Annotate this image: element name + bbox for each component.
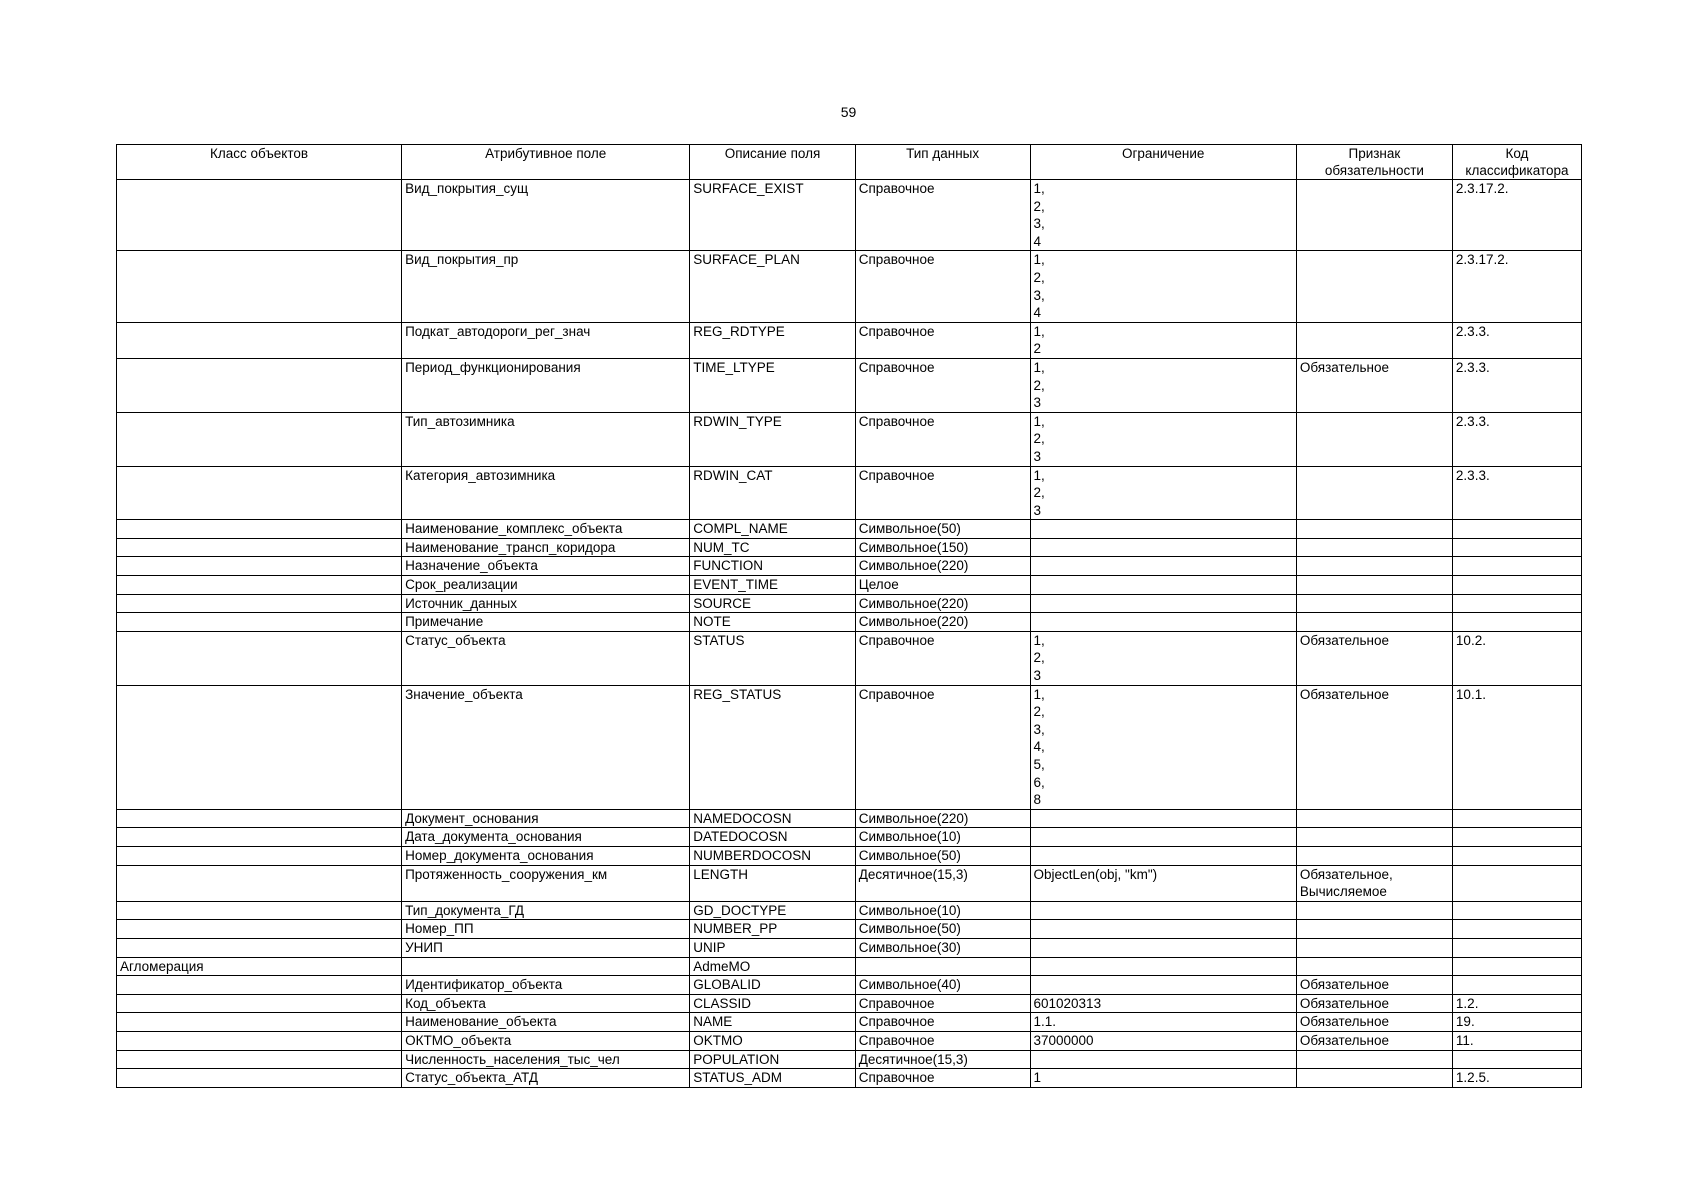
cell-restriction: 1 xyxy=(1030,1069,1296,1088)
cell-restriction: 1, 2, 3, 4 xyxy=(1030,180,1296,251)
cell-object-class xyxy=(117,1031,402,1050)
cell-mandatory-flag xyxy=(1296,412,1452,466)
cell-restriction xyxy=(1030,976,1296,995)
cell-data-type: Справочное xyxy=(855,180,1030,251)
cell-data-type: Справочное xyxy=(855,358,1030,412)
table-row xyxy=(117,994,1582,1013)
cell-attribute-field: Протяженность_сооружения_км xyxy=(402,865,690,901)
cell-field-description: NUMBER_PP xyxy=(690,920,855,939)
cell-object-class xyxy=(117,180,402,251)
header-attribute-field: Атрибутивное поле xyxy=(402,145,690,180)
cell-data-type: Десятичное(15,3) xyxy=(855,865,1030,901)
cell-mandatory-flag xyxy=(1296,251,1452,322)
cell-classifier-code xyxy=(1452,976,1581,995)
header-restriction: Ограничение xyxy=(1030,145,1296,180)
cell-restriction: 1, 2, 3 xyxy=(1030,358,1296,412)
cell-mandatory-flag: Обязательное xyxy=(1296,994,1452,1013)
cell-attribute-field: Наименование_комплекс_объекта xyxy=(402,520,690,539)
cell-classifier-code xyxy=(1452,1050,1581,1069)
header-mandatory-flag: Признак обязательности xyxy=(1296,145,1452,180)
cell-restriction xyxy=(1030,613,1296,632)
cell-data-type: Символьное(220) xyxy=(855,809,1030,828)
cell-object-class xyxy=(117,865,402,901)
cell-field-description: LENGTH xyxy=(690,865,855,901)
cell-mandatory-flag: Обязательное xyxy=(1296,631,1452,685)
cell-classifier-code xyxy=(1452,846,1581,865)
cell-data-type: Справочное xyxy=(855,412,1030,466)
cell-classifier-code xyxy=(1452,957,1581,976)
cell-restriction: 37000000 xyxy=(1030,1031,1296,1050)
cell-mandatory-flag xyxy=(1296,576,1452,595)
cell-restriction xyxy=(1030,809,1296,828)
cell-mandatory-flag xyxy=(1296,1050,1452,1069)
cell-restriction xyxy=(1030,557,1296,576)
cell-attribute-field: Документ_основания xyxy=(402,809,690,828)
cell-mandatory-flag xyxy=(1296,557,1452,576)
table-row xyxy=(117,846,1582,865)
cell-attribute-field: УНИП xyxy=(402,938,690,957)
cell-restriction xyxy=(1030,520,1296,539)
cell-attribute-field: Код_объекта xyxy=(402,994,690,1013)
cell-field-description: POPULATION xyxy=(690,1050,855,1069)
cell-attribute-field: Тип_документа_ГД xyxy=(402,901,690,920)
cell-data-type: Справочное xyxy=(855,685,1030,809)
cell-classifier-code xyxy=(1452,809,1581,828)
cell-mandatory-flag xyxy=(1296,1069,1452,1088)
cell-classifier-code xyxy=(1452,594,1581,613)
table-row xyxy=(117,685,1582,809)
cell-field-description: RDWIN_CAT xyxy=(690,466,855,520)
cell-classifier-code: 10.1. xyxy=(1452,685,1581,809)
cell-attribute-field: Вид_покрытия_пр xyxy=(402,251,690,322)
table-row xyxy=(117,828,1582,847)
header-data-type: Тип данных xyxy=(855,145,1030,180)
cell-attribute-field xyxy=(402,957,690,976)
cell-classifier-code: 2.3.3. xyxy=(1452,358,1581,412)
cell-attribute-field: Наименование_трансп_коридора xyxy=(402,538,690,557)
cell-data-type: Справочное xyxy=(855,251,1030,322)
cell-object-class xyxy=(117,846,402,865)
cell-object-class: Агломерация xyxy=(117,957,402,976)
cell-data-type: Символьное(220) xyxy=(855,557,1030,576)
cell-classifier-code: 1.2. xyxy=(1452,994,1581,1013)
table-row xyxy=(117,180,1582,251)
header-object-class: Класс объектов xyxy=(117,145,402,180)
table-row xyxy=(117,358,1582,412)
page-number: 59 xyxy=(840,104,857,120)
cell-field-description: EVENT_TIME xyxy=(690,576,855,595)
cell-field-description: STATUS xyxy=(690,631,855,685)
cell-field-description: COMPL_NAME xyxy=(690,520,855,539)
cell-classifier-code xyxy=(1452,901,1581,920)
table-row xyxy=(117,613,1582,632)
cell-data-type: Символьное(50) xyxy=(855,920,1030,939)
cell-attribute-field: Вид_покрытия_сущ xyxy=(402,180,690,251)
cell-object-class xyxy=(117,520,402,539)
cell-attribute-field: Номер_ПП xyxy=(402,920,690,939)
table-body xyxy=(117,180,1582,1088)
cell-restriction xyxy=(1030,901,1296,920)
cell-field-description: SURFACE_PLAN xyxy=(690,251,855,322)
cell-object-class xyxy=(117,466,402,520)
cell-field-description: STATUS_ADM xyxy=(690,1069,855,1088)
cell-field-description: NOTE xyxy=(690,613,855,632)
cell-restriction: 1, 2, 3, 4 xyxy=(1030,251,1296,322)
cell-data-type: Справочное xyxy=(855,1069,1030,1088)
attribute-table xyxy=(116,144,1582,1088)
cell-data-type: Символьное(10) xyxy=(855,901,1030,920)
cell-classifier-code: 19. xyxy=(1452,1013,1581,1032)
cell-mandatory-flag xyxy=(1296,520,1452,539)
cell-object-class xyxy=(117,412,402,466)
cell-object-class xyxy=(117,557,402,576)
cell-object-class xyxy=(117,576,402,595)
cell-restriction xyxy=(1030,538,1296,557)
cell-data-type: Символьное(40) xyxy=(855,976,1030,995)
cell-classifier-code xyxy=(1452,613,1581,632)
cell-data-type xyxy=(855,957,1030,976)
cell-object-class xyxy=(117,538,402,557)
cell-mandatory-flag: Обязательное xyxy=(1296,685,1452,809)
cell-field-description: FUNCTION xyxy=(690,557,855,576)
cell-field-description: UNIP xyxy=(690,938,855,957)
cell-mandatory-flag xyxy=(1296,938,1452,957)
cell-restriction: 1, 2, 3 xyxy=(1030,466,1296,520)
cell-field-description: GLOBALID xyxy=(690,976,855,995)
cell-field-description: SURFACE_EXIST xyxy=(690,180,855,251)
cell-data-type: Десятичное(15,3) xyxy=(855,1050,1030,1069)
cell-restriction xyxy=(1030,938,1296,957)
cell-attribute-field: Дата_документа_основания xyxy=(402,828,690,847)
cell-data-type: Символьное(30) xyxy=(855,938,1030,957)
cell-data-type: Справочное xyxy=(855,631,1030,685)
header-field-description: Описание поля xyxy=(690,145,855,180)
cell-object-class xyxy=(117,994,402,1013)
table-row xyxy=(117,865,1582,901)
table-row xyxy=(117,957,1582,976)
table-row xyxy=(117,938,1582,957)
cell-field-description: NUMBERDOCOSN xyxy=(690,846,855,865)
cell-mandatory-flag xyxy=(1296,920,1452,939)
cell-attribute-field: Статус_объекта xyxy=(402,631,690,685)
table-header-row xyxy=(117,145,1582,180)
cell-field-description: GD_DOCTYPE xyxy=(690,901,855,920)
cell-data-type: Целое xyxy=(855,576,1030,595)
cell-field-description: AdmeMO xyxy=(690,957,855,976)
cell-classifier-code xyxy=(1452,865,1581,901)
cell-classifier-code: 2.3.3. xyxy=(1452,412,1581,466)
cell-field-description: DATEDOCOSN xyxy=(690,828,855,847)
cell-field-description: REG_STATUS xyxy=(690,685,855,809)
cell-classifier-code: 10.2. xyxy=(1452,631,1581,685)
cell-data-type: Символьное(10) xyxy=(855,828,1030,847)
cell-attribute-field: ОКТМО_объекта xyxy=(402,1031,690,1050)
cell-object-class xyxy=(117,631,402,685)
cell-mandatory-flag: Обязательное xyxy=(1296,1031,1452,1050)
cell-mandatory-flag xyxy=(1296,957,1452,976)
cell-attribute-field: Идентификатор_объекта xyxy=(402,976,690,995)
cell-restriction: 1, 2, 3 xyxy=(1030,412,1296,466)
table-row xyxy=(117,809,1582,828)
cell-restriction: 1, 2, 3 xyxy=(1030,631,1296,685)
cell-data-type: Символьное(50) xyxy=(855,520,1030,539)
cell-attribute-field: Период_функционирования xyxy=(402,358,690,412)
cell-mandatory-flag xyxy=(1296,538,1452,557)
table-row xyxy=(117,1050,1582,1069)
cell-mandatory-flag: Обязательное xyxy=(1296,358,1452,412)
cell-classifier-code: 2.3.17.2. xyxy=(1452,180,1581,251)
cell-classifier-code xyxy=(1452,938,1581,957)
cell-object-class xyxy=(117,920,402,939)
cell-mandatory-flag xyxy=(1296,466,1452,520)
cell-restriction: 1, 2 xyxy=(1030,322,1296,358)
cell-data-type: Символьное(220) xyxy=(855,594,1030,613)
cell-field-description: SOURCE xyxy=(690,594,855,613)
cell-field-description: CLASSID xyxy=(690,994,855,1013)
table-row xyxy=(117,538,1582,557)
cell-classifier-code xyxy=(1452,576,1581,595)
cell-data-type: Справочное xyxy=(855,466,1030,520)
table-row xyxy=(117,466,1582,520)
cell-data-type: Символьное(150) xyxy=(855,538,1030,557)
cell-object-class xyxy=(117,322,402,358)
cell-classifier-code: 2.3.3. xyxy=(1452,322,1581,358)
cell-object-class xyxy=(117,685,402,809)
cell-attribute-field: Численность_населения_тыс_чел xyxy=(402,1050,690,1069)
cell-attribute-field: Номер_документа_основания xyxy=(402,846,690,865)
table-row xyxy=(117,976,1582,995)
cell-mandatory-flag xyxy=(1296,901,1452,920)
cell-field-description: NAMEDOCOSN xyxy=(690,809,855,828)
cell-restriction xyxy=(1030,828,1296,847)
cell-classifier-code: 2.3.3. xyxy=(1452,466,1581,520)
cell-classifier-code xyxy=(1452,557,1581,576)
cell-object-class xyxy=(117,976,402,995)
cell-classifier-code xyxy=(1452,920,1581,939)
cell-data-type: Символьное(50) xyxy=(855,846,1030,865)
cell-data-type: Символьное(220) xyxy=(855,613,1030,632)
cell-restriction xyxy=(1030,957,1296,976)
cell-restriction xyxy=(1030,594,1296,613)
cell-field-description: RDWIN_TYPE xyxy=(690,412,855,466)
cell-mandatory-flag: Обязательное xyxy=(1296,976,1452,995)
cell-restriction: 1, 2, 3, 4, 5, 6, 8 xyxy=(1030,685,1296,809)
cell-data-type: Справочное xyxy=(855,322,1030,358)
cell-classifier-code xyxy=(1452,828,1581,847)
cell-restriction xyxy=(1030,846,1296,865)
cell-attribute-field: Статус_объекта_АТД xyxy=(402,1069,690,1088)
cell-classifier-code: 1.2.5. xyxy=(1452,1069,1581,1088)
cell-mandatory-flag xyxy=(1296,846,1452,865)
cell-mandatory-flag: Обязательное xyxy=(1296,1013,1452,1032)
cell-classifier-code: 2.3.17.2. xyxy=(1452,251,1581,322)
cell-field-description: REG_RDTYPE xyxy=(690,322,855,358)
table-row xyxy=(117,520,1582,539)
cell-field-description: OKTMO xyxy=(690,1031,855,1050)
table-row xyxy=(117,322,1582,358)
cell-attribute-field: Категория_автозимника xyxy=(402,466,690,520)
cell-mandatory-flag xyxy=(1296,809,1452,828)
table-row xyxy=(117,920,1582,939)
cell-object-class xyxy=(117,938,402,957)
table-row xyxy=(117,251,1582,322)
cell-restriction: ObjectLen(obj, "km") xyxy=(1030,865,1296,901)
cell-restriction xyxy=(1030,576,1296,595)
cell-restriction: 601020313 xyxy=(1030,994,1296,1013)
cell-data-type: Справочное xyxy=(855,994,1030,1013)
cell-mandatory-flag xyxy=(1296,594,1452,613)
cell-mandatory-flag xyxy=(1296,613,1452,632)
cell-mandatory-flag xyxy=(1296,322,1452,358)
cell-field-description: TIME_LTYPE xyxy=(690,358,855,412)
table-row xyxy=(117,901,1582,920)
cell-object-class xyxy=(117,1013,402,1032)
table-row xyxy=(117,412,1582,466)
cell-attribute-field: Назначение_объекта xyxy=(402,557,690,576)
cell-attribute-field: Источник_данных xyxy=(402,594,690,613)
cell-attribute-field: Примечание xyxy=(402,613,690,632)
cell-object-class xyxy=(117,1050,402,1069)
cell-mandatory-flag: Обязательное, Вычисляемое xyxy=(1296,865,1452,901)
cell-object-class xyxy=(117,901,402,920)
cell-classifier-code: 11. xyxy=(1452,1031,1581,1050)
header-classifier-code: Код классификатора xyxy=(1452,145,1581,180)
cell-object-class xyxy=(117,828,402,847)
table-row xyxy=(117,1069,1582,1088)
table-row xyxy=(117,576,1582,595)
cell-object-class xyxy=(117,594,402,613)
table-row xyxy=(117,594,1582,613)
cell-object-class xyxy=(117,251,402,322)
cell-data-type: Справочное xyxy=(855,1013,1030,1032)
table-row xyxy=(117,557,1582,576)
cell-field-description: NUM_TC xyxy=(690,538,855,557)
cell-object-class xyxy=(117,613,402,632)
table-row xyxy=(117,1031,1582,1050)
cell-restriction xyxy=(1030,920,1296,939)
cell-attribute-field: Наименование_объекта xyxy=(402,1013,690,1032)
cell-classifier-code xyxy=(1452,538,1581,557)
table-row xyxy=(117,1013,1582,1032)
cell-restriction xyxy=(1030,1050,1296,1069)
cell-attribute-field: Срок_реализации xyxy=(402,576,690,595)
cell-attribute-field: Значение_объекта xyxy=(402,685,690,809)
cell-object-class xyxy=(117,358,402,412)
table-row xyxy=(117,631,1582,685)
cell-object-class xyxy=(117,809,402,828)
cell-classifier-code xyxy=(1452,520,1581,539)
cell-field-description: NAME xyxy=(690,1013,855,1032)
cell-mandatory-flag xyxy=(1296,828,1452,847)
cell-restriction: 1.1. xyxy=(1030,1013,1296,1032)
cell-attribute-field: Подкат_автодороги_рег_знач xyxy=(402,322,690,358)
cell-object-class xyxy=(117,1069,402,1088)
cell-data-type: Справочное xyxy=(855,1031,1030,1050)
cell-mandatory-flag xyxy=(1296,180,1452,251)
cell-attribute-field: Тип_автозимника xyxy=(402,412,690,466)
